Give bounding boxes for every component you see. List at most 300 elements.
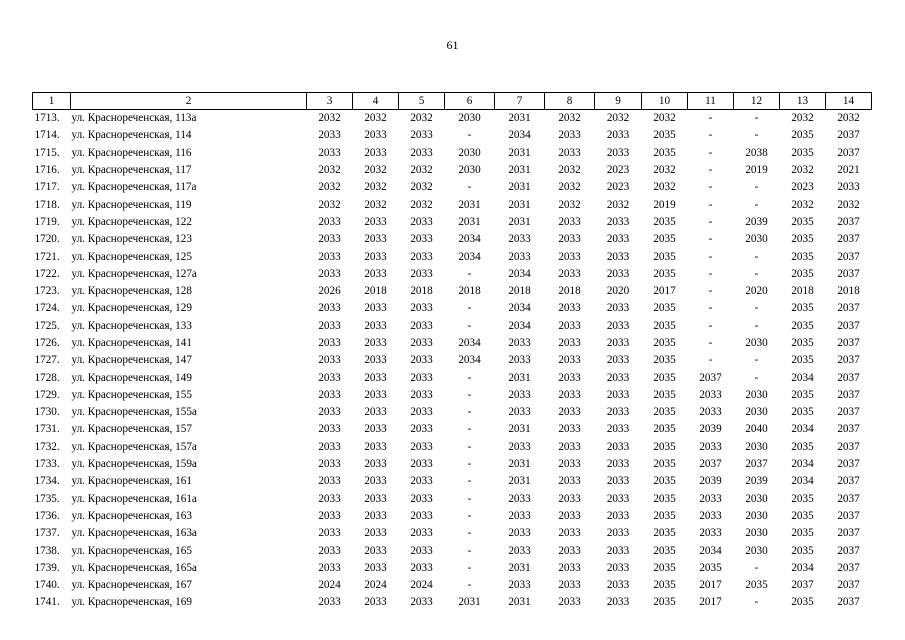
year-cell: 2037	[837, 250, 860, 263]
year-cell: 2033	[318, 302, 341, 315]
address-cell: ул. Краснореченская, 165а	[71, 561, 197, 574]
row-number: 1737.	[34, 527, 60, 540]
year-cell: 2033	[699, 492, 722, 505]
year-cell: -	[708, 112, 713, 125]
year-cell: -	[467, 319, 472, 332]
year-cell: 2035	[653, 319, 676, 332]
year-cell: -	[467, 267, 472, 280]
year-cell: 2037	[837, 354, 860, 367]
year-cell: -	[708, 285, 713, 298]
year-cell: 2017	[653, 285, 676, 298]
year-cell: 2033	[606, 475, 630, 488]
year-cell: 2033	[410, 561, 433, 574]
row-number: 1725.	[34, 319, 60, 332]
year-cell: 2035	[653, 475, 676, 488]
year-cell: 2033	[558, 337, 581, 349]
year-cell: 2033	[606, 527, 630, 540]
year-cell: 2033	[558, 354, 581, 367]
year-cell: 2032	[837, 198, 860, 211]
column-header: 2	[71, 93, 307, 110]
year-cell: 2032	[364, 112, 387, 125]
year-cell: 2033	[558, 319, 581, 332]
year-cell: 2033	[508, 492, 531, 505]
year-cell: 2035	[791, 388, 814, 401]
schedule-table	[32, 92, 872, 612]
year-cell: 2037	[699, 371, 722, 384]
year-cell: 2033	[364, 319, 387, 332]
year-cell: 2035	[791, 509, 814, 522]
year-cell: 2018	[508, 285, 531, 298]
year-cell: 2037	[837, 527, 860, 540]
year-cell: 2033	[318, 337, 341, 349]
address-cell: ул. Краснореченская, 127а	[71, 267, 197, 280]
year-cell: 2023	[606, 181, 630, 194]
year-cell: 2039	[745, 215, 768, 228]
year-cell: 2032	[653, 112, 676, 125]
year-cell: 2034	[458, 250, 481, 263]
year-cell: 2030	[745, 440, 768, 453]
year-cell: -	[708, 267, 713, 280]
row-number: 1736.	[34, 509, 60, 522]
year-cell: 2033	[410, 354, 433, 367]
column-header: 5	[399, 93, 445, 110]
year-cell: 2018	[364, 285, 387, 298]
year-cell: 2037	[837, 233, 860, 246]
year-cell: 2033	[606, 388, 630, 401]
year-cell: 2035	[653, 354, 676, 367]
year-cell: 2033	[364, 371, 387, 384]
year-cell: 2033	[558, 233, 581, 246]
year-cell: 2033	[410, 527, 433, 540]
year-cell: 2033	[606, 458, 630, 471]
year-cell: 2035	[653, 596, 676, 609]
column-header: 1	[33, 93, 71, 110]
year-cell: 2033	[508, 527, 531, 540]
year-cell: 2037	[837, 579, 860, 592]
table-row	[33, 266, 872, 283]
year-cell: 2033	[699, 440, 722, 453]
year-cell: 2033	[318, 267, 341, 280]
year-cell: 2033	[410, 215, 433, 228]
year-cell: -	[754, 319, 759, 332]
year-cell: 2037	[837, 337, 860, 349]
table-row	[33, 352, 872, 369]
address-cell: ул. Краснореченская, 163	[71, 509, 192, 522]
year-cell: 2033	[318, 354, 341, 367]
address-cell: ул. Краснореченская, 117	[71, 164, 192, 177]
year-cell: 2035	[791, 440, 814, 453]
year-cell: 2033	[508, 440, 531, 453]
year-cell: 2033	[318, 492, 341, 505]
address-cell: ул. Краснореченская, 122	[71, 215, 192, 228]
year-cell: 2032	[606, 112, 630, 125]
year-cell: 2033	[410, 458, 433, 471]
column-header: 7	[495, 93, 545, 110]
address-cell: ул. Краснореченская, 157	[71, 423, 192, 436]
row-number: 1726.	[34, 337, 60, 349]
year-cell: 2017	[699, 596, 722, 609]
year-cell: 2033	[364, 475, 387, 488]
year-cell: 2033	[699, 406, 722, 419]
column-header: 9	[595, 93, 642, 110]
year-cell: 2033	[410, 146, 433, 159]
year-cell: 2033	[318, 423, 341, 436]
year-cell: 2033	[364, 596, 387, 609]
address-cell: ул. Краснореченская, 169	[71, 596, 192, 609]
row-number: 1724.	[34, 302, 60, 315]
year-cell: 2033	[318, 371, 341, 384]
address-cell: ул. Краснореченская, 141	[71, 337, 192, 349]
column-header: 14	[826, 93, 872, 110]
year-cell: -	[467, 388, 472, 401]
row-number: 1735.	[34, 492, 60, 505]
address-cell: ул. Краснореченская, 165	[71, 544, 192, 557]
year-cell: 2032	[791, 198, 814, 211]
year-cell: 2031	[508, 181, 531, 194]
table-row	[33, 439, 872, 456]
row-number: 1730.	[34, 406, 60, 419]
table-row	[33, 300, 872, 317]
year-cell: 2033	[318, 561, 341, 574]
year-cell: 2035	[791, 527, 814, 540]
year-cell: 2033	[364, 544, 387, 557]
year-cell: 2033	[606, 146, 630, 159]
column-header: 4	[353, 93, 399, 110]
year-cell: -	[467, 492, 472, 505]
row-number: 1722.	[34, 267, 60, 280]
table-row	[33, 456, 872, 473]
row-number: 1740.	[34, 579, 60, 592]
table-row	[33, 525, 872, 542]
table-row	[33, 162, 872, 179]
table-row	[33, 508, 872, 525]
year-cell: 2034	[791, 371, 814, 384]
year-cell: 2033	[364, 233, 387, 246]
year-cell: 2033	[508, 406, 531, 419]
year-cell: -	[467, 440, 472, 453]
year-cell: 2033	[558, 579, 581, 592]
year-cell: -	[754, 129, 759, 142]
year-cell: 2033	[558, 146, 581, 159]
year-cell: 2030	[458, 112, 481, 125]
column-header: 13	[780, 93, 826, 110]
year-cell: 2035	[791, 250, 814, 263]
year-cell: -	[754, 596, 759, 609]
year-cell: -	[708, 302, 713, 315]
year-cell: 2040	[745, 423, 768, 436]
page-number: 61	[446, 38, 459, 52]
address-cell: ул. Краснореченская, 125	[71, 250, 192, 263]
year-cell: 2033	[318, 440, 341, 453]
year-cell: 2033	[606, 561, 630, 574]
year-cell: 2035	[653, 233, 676, 246]
year-cell: 2032	[606, 198, 630, 211]
year-cell: 2030	[745, 337, 768, 349]
year-cell: -	[708, 233, 713, 246]
year-cell: 2017	[699, 579, 722, 592]
year-cell: 2035	[653, 371, 676, 384]
year-cell: 2037	[837, 509, 860, 522]
year-cell: 2032	[318, 198, 341, 211]
year-cell: 2037	[837, 267, 860, 280]
year-cell: 2032	[318, 112, 341, 125]
year-cell: 2018	[791, 285, 814, 298]
year-cell: 2033	[508, 388, 531, 401]
address-cell: ул. Краснореченская, 157а	[71, 440, 197, 453]
year-cell: -	[754, 198, 759, 211]
year-cell: 2033	[606, 233, 630, 246]
year-cell: 2033	[606, 544, 630, 557]
row-number: 1727.	[34, 354, 60, 367]
table-row	[33, 577, 872, 594]
year-cell: 2035	[653, 440, 676, 453]
year-cell: 2035	[791, 492, 814, 505]
address-cell: ул. Краснореченская, 155а	[71, 406, 197, 419]
year-cell: -	[708, 354, 713, 367]
year-cell: 2032	[653, 181, 676, 194]
year-cell: 2033	[606, 423, 630, 436]
year-cell: 2037	[837, 371, 860, 384]
table-row	[33, 594, 872, 611]
year-cell: 2031	[458, 198, 481, 211]
table-row	[33, 560, 872, 577]
year-cell: 2037	[837, 302, 860, 315]
year-cell: 2035	[745, 579, 768, 592]
table-row	[33, 421, 872, 438]
year-cell: 2037	[837, 129, 860, 142]
year-cell: 2033	[364, 509, 387, 522]
row-number: 1719.	[34, 215, 60, 228]
year-cell: 2035	[791, 596, 814, 609]
row-number: 1714.	[34, 129, 60, 142]
year-cell: 2033	[364, 337, 387, 349]
year-cell: 2034	[458, 233, 481, 246]
year-cell: 2033	[508, 509, 531, 522]
year-cell: 2035	[791, 544, 814, 557]
year-cell: 2035	[653, 458, 676, 471]
year-cell: -	[467, 561, 472, 574]
year-cell: 2033	[558, 250, 581, 263]
year-cell: 2032	[364, 181, 387, 194]
year-cell: 2018	[410, 285, 433, 298]
year-cell: 2034	[508, 267, 531, 280]
address-cell: ул. Краснореченская, 133	[71, 319, 192, 332]
year-cell: -	[708, 181, 713, 194]
year-cell: 2035	[791, 215, 814, 228]
column-header: 12	[734, 93, 780, 110]
year-cell: 2032	[558, 112, 581, 125]
year-cell: 2031	[508, 561, 531, 574]
year-cell: 2033	[410, 509, 433, 522]
year-cell: 2033	[410, 406, 433, 419]
year-cell: 2035	[653, 337, 676, 349]
year-cell: 2033	[508, 544, 531, 557]
year-cell: 2035	[653, 250, 676, 263]
year-cell: 2035	[653, 492, 676, 505]
year-cell: 2037	[837, 440, 860, 453]
year-cell: 2031	[508, 458, 531, 471]
year-cell: 2033	[606, 406, 630, 419]
year-cell: 2039	[699, 475, 722, 488]
table-row	[33, 179, 872, 196]
year-cell: 2030	[745, 544, 768, 557]
year-cell: 2030	[745, 527, 768, 540]
year-cell: 2033	[699, 388, 722, 401]
year-cell: 2020	[606, 285, 630, 298]
year-cell: 2033	[606, 579, 630, 592]
year-cell: 2033	[364, 215, 387, 228]
year-cell: 2038	[745, 146, 768, 159]
table-row	[33, 231, 872, 248]
year-cell: 2033	[606, 596, 630, 609]
year-cell: 2033	[410, 475, 433, 488]
year-cell: 2033	[364, 440, 387, 453]
year-cell: 2019	[745, 164, 768, 177]
year-cell: 2033	[606, 492, 630, 505]
table-row	[33, 318, 872, 335]
table-row	[33, 335, 872, 352]
year-cell: 2035	[791, 337, 814, 349]
year-cell: -	[467, 406, 472, 419]
year-cell: 2034	[508, 129, 531, 142]
year-cell: 2033	[318, 527, 341, 540]
table-row	[33, 127, 872, 144]
year-cell: -	[708, 337, 713, 349]
year-cell: 2037	[837, 406, 860, 419]
address-cell: ул. Краснореченская, 149	[71, 371, 192, 384]
table-row	[33, 542, 872, 559]
year-cell: 2033	[364, 354, 387, 367]
year-cell: 2034	[699, 544, 722, 557]
year-cell: 2031	[508, 146, 531, 159]
year-cell: 2033	[699, 527, 722, 540]
row-number: 1721.	[34, 250, 60, 263]
year-cell: 2033	[508, 337, 531, 349]
year-cell: 2032	[558, 164, 581, 177]
year-cell: 2034	[508, 302, 531, 315]
year-cell: 2032	[318, 181, 341, 194]
year-cell: 2030	[745, 492, 768, 505]
year-cell: 2030	[745, 388, 768, 401]
year-cell: 2031	[508, 112, 531, 125]
year-cell: 2035	[653, 509, 676, 522]
year-cell: 2033	[364, 267, 387, 280]
year-cell: 2037	[837, 475, 860, 488]
year-cell: 2037	[837, 146, 860, 159]
year-cell: 2033	[508, 233, 531, 246]
year-cell: 2024	[318, 579, 341, 592]
year-cell: 2033	[364, 458, 387, 471]
year-cell: 2033	[606, 354, 630, 367]
year-cell: 2035	[653, 215, 676, 228]
year-cell: 2023	[606, 164, 630, 177]
address-cell: ул. Краснореченская, 161	[71, 475, 192, 488]
year-cell: 2033	[318, 388, 341, 401]
year-cell: 2032	[558, 181, 581, 194]
year-cell: 2033	[318, 233, 341, 246]
year-cell: 2037	[837, 596, 860, 609]
year-cell: 2033	[558, 215, 581, 228]
year-cell: 2033	[558, 423, 581, 436]
year-cell: 2033	[410, 544, 433, 557]
year-cell: 2033	[699, 509, 722, 522]
year-cell: 2034	[458, 337, 481, 349]
year-cell: 2032	[791, 112, 814, 125]
year-cell: 2033	[318, 215, 341, 228]
year-cell: 2033	[558, 267, 581, 280]
year-cell: 2020	[745, 285, 768, 298]
year-cell: 2033	[606, 337, 630, 349]
year-cell: -	[754, 267, 759, 280]
address-cell: ул. Краснореченская, 116	[71, 146, 192, 159]
year-cell: 2030	[458, 146, 481, 159]
year-cell: -	[754, 302, 759, 315]
year-cell: 2037	[837, 544, 860, 557]
column-header: 11	[688, 93, 734, 110]
year-cell: 2035	[791, 129, 814, 142]
year-cell: 2033	[318, 475, 341, 488]
year-cell: 2033	[318, 129, 341, 142]
year-cell: -	[467, 544, 472, 557]
year-cell: 2033	[558, 475, 581, 488]
year-cell: 2032	[364, 164, 387, 177]
year-cell: 2037	[837, 388, 860, 401]
year-cell: 2037	[699, 458, 722, 471]
row-number: 1713.	[34, 112, 60, 125]
year-cell: 2033	[410, 440, 433, 453]
year-cell: 2033	[606, 129, 630, 142]
year-cell: 2032	[364, 198, 387, 211]
year-cell: 2033	[558, 440, 581, 453]
year-cell: 2033	[410, 337, 433, 349]
year-cell: 2032	[318, 164, 341, 177]
year-cell: -	[708, 319, 713, 332]
address-cell: ул. Краснореченская, 113а	[71, 112, 197, 125]
year-cell: 2032	[410, 112, 433, 125]
year-cell: 2033	[558, 527, 581, 540]
year-cell: -	[708, 215, 713, 228]
year-cell: 2033	[606, 509, 630, 522]
year-cell: -	[754, 112, 759, 125]
year-cell: -	[754, 371, 759, 384]
address-cell: ул. Краснореченская, 119	[71, 198, 192, 211]
year-cell: 2032	[837, 112, 860, 125]
year-cell: 2035	[653, 267, 676, 280]
year-cell: -	[467, 475, 472, 488]
table-row	[33, 248, 872, 265]
year-cell: 2033	[364, 302, 387, 315]
year-cell: 2035	[791, 406, 814, 419]
year-cell: 2037	[837, 458, 860, 471]
year-cell: 2023	[791, 181, 814, 194]
row-number: 1731.	[34, 423, 60, 436]
column-header: 3	[307, 93, 353, 110]
header-row	[33, 93, 872, 110]
table-row	[33, 387, 872, 404]
year-cell: 2033	[410, 492, 433, 505]
table-row	[33, 491, 872, 508]
year-cell: 2035	[653, 527, 676, 540]
year-cell: 2030	[745, 406, 768, 419]
year-cell: 2035	[791, 302, 814, 315]
year-cell: 2033	[558, 544, 581, 557]
year-cell: 2033	[606, 250, 630, 263]
year-cell: 2033	[410, 233, 433, 246]
table-row	[33, 404, 872, 421]
year-cell: 2033	[318, 544, 341, 557]
year-cell: 2018	[837, 285, 860, 298]
year-cell: -	[467, 371, 472, 384]
